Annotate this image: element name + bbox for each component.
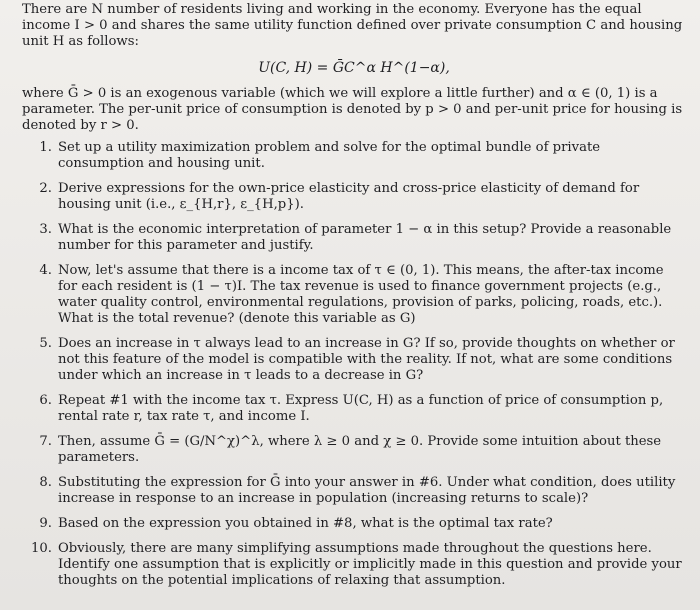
question-list xyxy=(22,140,686,589)
question-number: 6 . xyxy=(22,393,52,409)
question-number: 5 . xyxy=(22,336,52,352)
intro-paragraph: There are N number of residents living and working in the economy. Everyone has the equal income I > 0 and shares the same utility function defined over private consumption C and housing unit H as follows: xyxy=(22,2,683,49)
question-item xyxy=(22,434,686,466)
utility-formula: U(C, H) = ḠC^α H^(1−α), xyxy=(258,60,450,76)
question-text: What is the economic interpretation of parameter 1 − α in this setup? Provide a reasonable number for this parameter and justify. xyxy=(58,222,672,253)
question-text: Obviously, there are many simplifying assumptions made throughout the questions here. Identify one assumption that is explicitly or implicitly made in this question and provide your thoughts on the potential implications of relaxing that assumption. xyxy=(58,541,682,588)
question-item xyxy=(22,222,686,254)
question-number: 1 . xyxy=(22,140,52,156)
question-number: 2 . xyxy=(22,181,52,197)
question-text: Derive expressions for the own-price elasticity and cross-price elasticity of demand for housing unit (i.e., ε_{H,r}, ε_{H,p}). xyxy=(58,181,640,212)
question-item xyxy=(22,140,686,172)
definitions-paragraph: where Ḡ > 0 is an exogenous variable (which we will explore a little further) and α ∈ (0, 1) is a parameter. The per-unit price of consumption is denoted by p > 0 and per-unit price for housing is denoted by r > 0. xyxy=(22,86,683,133)
question-number: 10 . xyxy=(22,541,52,557)
question-number: 8 . xyxy=(22,475,52,491)
question-text: Based on the expression you obtained in #8, what is the optimal tax rate? xyxy=(58,516,553,531)
question-text: Now, let's assume that there is a income tax of τ ∈ (0, 1). This means, the after-tax income for each resident is (1 − τ)I. The tax revenue is used to finance government projects (e.g., water quality control, environmental regulations, provision of parks, policing, roads, etc.). What is the total revenue? (denote this variable as G) xyxy=(58,263,664,326)
question-item xyxy=(22,393,686,425)
question-number: 7 . xyxy=(22,434,52,450)
question-item xyxy=(22,336,686,384)
question-text: Does an increase in τ always lead to an increase in G? If so, provide thoughts on whether or not this feature of the model is compatible with the reality. If not, what are some conditions under which an increase in τ leads to a decrease in G? xyxy=(58,336,675,383)
question-number: 9 . xyxy=(22,516,52,532)
question-text: Set up a utility maximization problem and solve for the optimal bundle of private consumption and housing unit. xyxy=(58,140,601,171)
question-item xyxy=(22,516,686,532)
question-item xyxy=(22,475,686,507)
question-item xyxy=(22,541,686,589)
question-text: Then, assume Ḡ = (G/N^χ)^λ, where λ ≥ 0 and χ ≥ 0. Provide some intuition about these parameters. xyxy=(58,434,662,465)
question-number: 4 . xyxy=(22,263,52,279)
question-text: Substituting the expression for Ḡ into your answer in #6. Under what condition, does utility increase in response to an increase in population (increasing returns to scale)? xyxy=(58,475,676,506)
question-text: Repeat #1 with the income tax τ. Express U(C, H) as a function of price of consumption p, rental rate r, tax rate τ, and income I. xyxy=(58,393,664,424)
question-item xyxy=(22,263,686,327)
question-item xyxy=(22,181,686,213)
question-number: 3 . xyxy=(22,222,52,238)
